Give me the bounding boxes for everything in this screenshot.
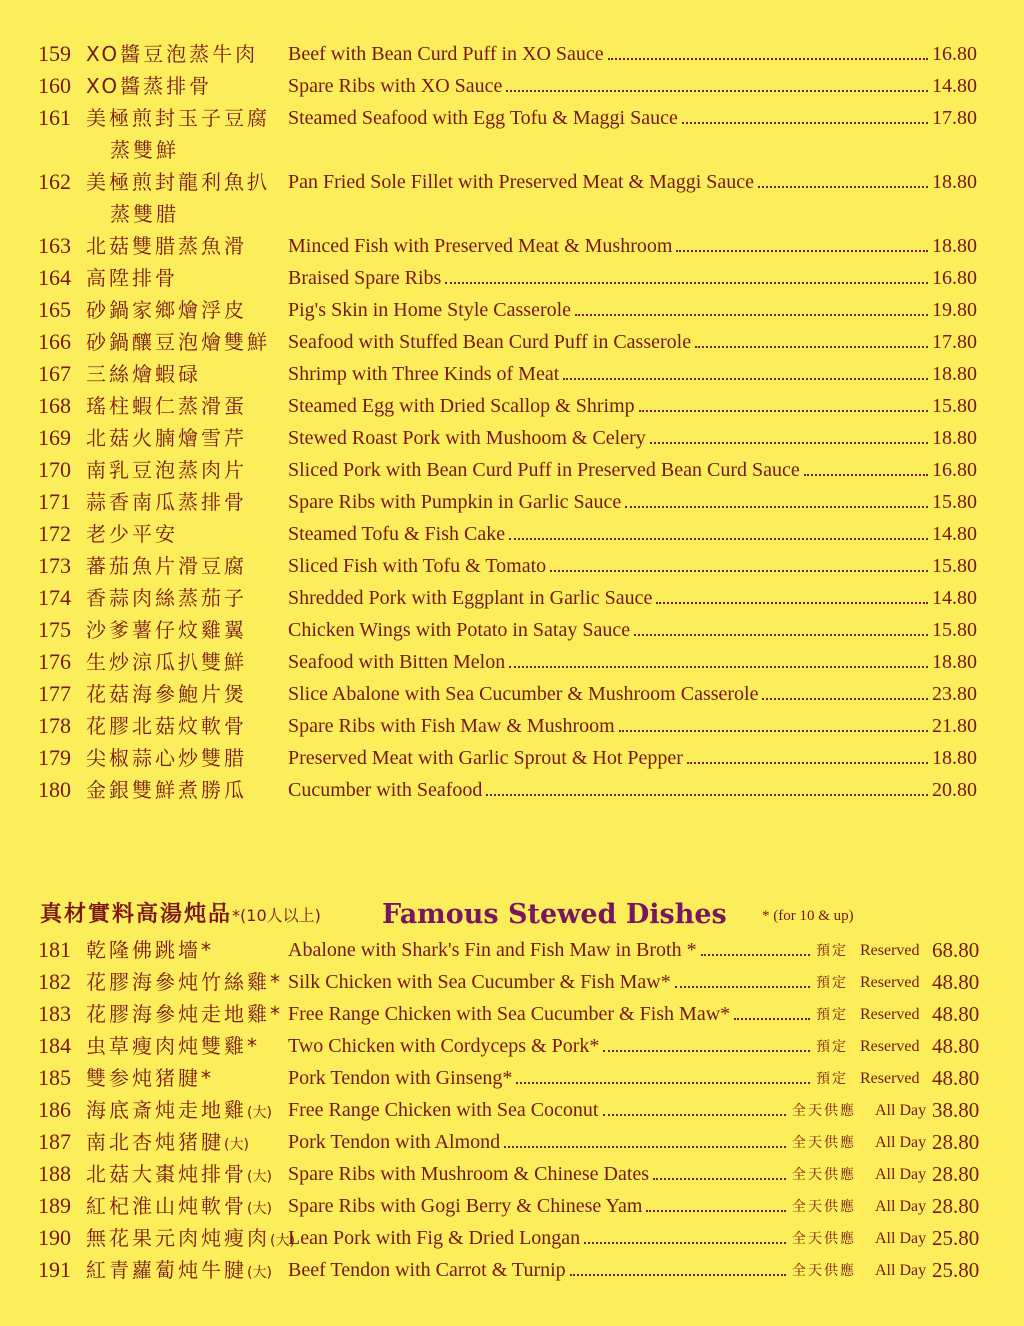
stewed-note-en: * (for 10 & up) bbox=[762, 908, 854, 924]
item-name-cn bbox=[86, 936, 214, 964]
dot-leader bbox=[584, 1224, 786, 1244]
dot-leader bbox=[676, 232, 928, 252]
item-price: 15.80 bbox=[932, 619, 977, 641]
item-price: 48.80 bbox=[932, 1066, 980, 1090]
item-name-cn: 砂鍋釀豆泡燴雙鮮 bbox=[86, 330, 270, 354]
item-name-en: Free Range Chicken with Sea Cucumber & Fish Maw* bbox=[288, 1003, 731, 1025]
item-name-cn bbox=[86, 1224, 295, 1255]
item-price: 14.80 bbox=[932, 523, 977, 545]
item-name-en-leader bbox=[288, 488, 928, 516]
item-price: 16.80 bbox=[932, 43, 977, 65]
item-number: 185 bbox=[38, 1065, 71, 1090]
item-name-en-leader bbox=[288, 1128, 786, 1156]
item-name-en-leader bbox=[288, 776, 928, 804]
item-price: 38.80 bbox=[932, 1098, 980, 1122]
item-number: 176 bbox=[38, 649, 71, 674]
item-name-en: Lean Pork with Fig & Dried Longan bbox=[288, 1227, 581, 1249]
item-price: 15.80 bbox=[932, 555, 977, 577]
item-name-en-leader bbox=[288, 72, 928, 100]
item-price: 28.80 bbox=[932, 1194, 980, 1218]
item-price: 48.80 bbox=[932, 970, 980, 994]
item-name-en: Cucumber with Seafood bbox=[288, 779, 483, 801]
item-name-en-leader bbox=[288, 1256, 786, 1284]
item-number: 163 bbox=[38, 233, 71, 258]
stew-item-row bbox=[0, 1256, 1024, 1288]
availability-en: All Day bbox=[875, 1230, 927, 1247]
item-name-en-leader bbox=[288, 552, 928, 580]
dot-leader bbox=[653, 1160, 786, 1180]
dot-leader bbox=[550, 552, 928, 572]
item-name-en: Pan Fried Sole Fillet with Preserved Meat & Maggi Sauce bbox=[288, 171, 755, 193]
item-price: 48.80 bbox=[932, 1034, 980, 1058]
item-name-en: Seafood with Stuffed Bean Curd Puff in Casserole bbox=[288, 331, 692, 353]
stew-item-row bbox=[0, 1032, 1024, 1064]
item-name-en: Braised Spare Ribs bbox=[288, 267, 442, 289]
item-name-cn-text: 花膠海參炖走地雞* bbox=[86, 1002, 283, 1026]
menu-item-row bbox=[0, 712, 1024, 744]
item-name-en-leader bbox=[288, 296, 928, 324]
item-name-en-leader bbox=[288, 424, 928, 452]
item-name-cn-text: 紅杞淮山炖軟骨 bbox=[86, 1194, 247, 1218]
menu-item-row bbox=[0, 424, 1024, 456]
item-name-en: Free Range Chicken with Sea Coconut bbox=[288, 1099, 599, 1121]
item-number: 162 bbox=[38, 169, 71, 194]
dot-leader bbox=[516, 1064, 810, 1084]
item-price: 28.80 bbox=[932, 1130, 980, 1154]
item-name-en: Spare Ribs with XO Sauce bbox=[288, 75, 503, 97]
stewed-section-title-en: Famous Stewed Dishes bbox=[382, 899, 727, 930]
menu-item-row bbox=[0, 456, 1024, 488]
item-price: 48.80 bbox=[932, 1002, 980, 1026]
availability-en: Reserved bbox=[860, 1006, 920, 1023]
item-name-cn-text: 虫草瘦肉炖雙雞* bbox=[86, 1034, 260, 1058]
item-name-cn-line2: 蒸雙鮮 bbox=[110, 138, 179, 162]
availability-cn: 全天供應 bbox=[792, 1103, 856, 1119]
item-name-cn bbox=[86, 1096, 272, 1127]
stew-item-row bbox=[0, 1000, 1024, 1032]
item-name-cn: 美極煎封玉子豆腐 bbox=[86, 106, 270, 130]
item-size-cn: (大) bbox=[247, 1201, 272, 1217]
stewed-section-header bbox=[40, 896, 1000, 936]
item-price: 19.80 bbox=[932, 299, 977, 321]
item-price: 28.80 bbox=[932, 1162, 980, 1186]
item-name-cn: 砂鍋家鄉燴浮皮 bbox=[86, 298, 247, 322]
item-name-cn bbox=[86, 1256, 272, 1287]
menu-item-row bbox=[0, 264, 1024, 296]
item-number: 183 bbox=[38, 1001, 71, 1026]
item-name-cn: XO醬蒸排骨 bbox=[86, 74, 213, 98]
item-size-cn: (大) bbox=[247, 1265, 272, 1281]
availability-en: All Day bbox=[875, 1198, 927, 1215]
item-name-en: Chicken Wings with Potato in Satay Sauce bbox=[288, 619, 631, 641]
availability-en: All Day bbox=[875, 1166, 927, 1183]
item-name-en-leader bbox=[288, 1160, 786, 1188]
item-name-cn: 高陞排骨 bbox=[86, 266, 178, 290]
item-name-en-leader bbox=[288, 40, 928, 68]
item-name-en: Pork Tendon with Almond bbox=[288, 1131, 501, 1153]
item-size-cn: (大) bbox=[247, 1105, 272, 1121]
item-name-cn-text: 北菇大棗炖排骨 bbox=[86, 1162, 247, 1186]
item-name-cn: 北菇火腩燴雪芹 bbox=[86, 426, 247, 450]
availability-cn: 全天供應 bbox=[792, 1135, 856, 1151]
availability-en: Reserved bbox=[860, 974, 920, 991]
item-price: 16.80 bbox=[932, 459, 977, 481]
item-number: 184 bbox=[38, 1033, 71, 1058]
item-number: 171 bbox=[38, 489, 71, 514]
dot-leader bbox=[682, 104, 928, 124]
dot-leader bbox=[656, 584, 928, 604]
item-number: 164 bbox=[38, 265, 71, 290]
item-name-cn: 香蒜肉絲蒸茄子 bbox=[86, 586, 247, 610]
item-number: 172 bbox=[38, 521, 71, 546]
dot-leader bbox=[650, 424, 928, 444]
item-name-cn-text: 紅青蘿蔔炖牛腱 bbox=[86, 1258, 247, 1282]
dot-leader bbox=[646, 1192, 786, 1212]
dot-leader bbox=[687, 744, 928, 764]
menu-item-row bbox=[0, 616, 1024, 648]
item-number: 165 bbox=[38, 297, 71, 322]
item-name-en: Two Chicken with Cordyceps & Pork* bbox=[288, 1035, 600, 1057]
item-name-en-leader bbox=[288, 1224, 786, 1252]
menu-item-row bbox=[0, 648, 1024, 680]
item-name-en-leader bbox=[288, 1192, 786, 1220]
item-name-en: Spare Ribs with Gogi Berry & Chinese Yam bbox=[288, 1195, 643, 1217]
item-name-en: Minced Fish with Preserved Meat & Mushroom bbox=[288, 235, 673, 257]
item-price: 25.80 bbox=[932, 1226, 980, 1250]
dot-leader bbox=[509, 648, 928, 668]
item-name-en-leader bbox=[288, 712, 928, 740]
item-price: 20.80 bbox=[932, 779, 977, 801]
dot-leader bbox=[486, 776, 928, 796]
menu-item-row bbox=[0, 552, 1024, 584]
item-name-en: Steamed Tofu & Fish Cake bbox=[288, 523, 506, 545]
item-name-en: Pork Tendon with Ginseng* bbox=[288, 1067, 513, 1089]
item-number: 178 bbox=[38, 713, 71, 738]
menu-item-row bbox=[0, 392, 1024, 424]
item-number: 188 bbox=[38, 1161, 71, 1186]
item-name-cn bbox=[86, 968, 283, 996]
item-number: 187 bbox=[38, 1129, 71, 1154]
item-name-en-leader bbox=[288, 744, 928, 772]
menu-item-row bbox=[0, 168, 1024, 226]
item-size-cn: (大) bbox=[247, 1169, 272, 1185]
menu-item-row bbox=[0, 744, 1024, 776]
availability-cn: 全天供應 bbox=[792, 1263, 856, 1279]
item-price: 15.80 bbox=[932, 395, 977, 417]
availability-cn: 全天供應 bbox=[792, 1167, 856, 1183]
stew-item-row bbox=[0, 1064, 1024, 1096]
item-name-en: Abalone with Shark's Fin and Fish Maw in Broth * bbox=[288, 939, 697, 961]
dot-leader bbox=[608, 40, 928, 60]
item-name-en-leader bbox=[288, 104, 928, 132]
item-name-en-leader bbox=[288, 1032, 810, 1060]
item-price: 18.80 bbox=[932, 651, 977, 673]
item-name-cn: 沙爹薯仔炆雞翼 bbox=[86, 618, 247, 642]
dot-leader bbox=[639, 392, 928, 412]
item-number: 159 bbox=[38, 41, 71, 66]
menu-item-row bbox=[0, 520, 1024, 552]
item-name-en-leader bbox=[288, 616, 928, 644]
dot-leader bbox=[625, 488, 928, 508]
item-name-cn bbox=[86, 1160, 272, 1191]
item-name-cn bbox=[86, 1128, 249, 1159]
stew-item-row bbox=[0, 1096, 1024, 1128]
dot-leader bbox=[506, 72, 928, 92]
menu-item-row bbox=[0, 776, 1024, 808]
item-name-en: Sliced Pork with Bean Curd Puff in Preserved Bean Curd Sauce bbox=[288, 459, 800, 481]
dot-leader bbox=[695, 328, 928, 348]
item-name-en: Beef Tendon with Carrot & Turnip bbox=[288, 1259, 566, 1281]
item-name-en: Pig's Skin in Home Style Casserole bbox=[288, 299, 572, 321]
menu-item-row bbox=[0, 296, 1024, 328]
dot-leader bbox=[570, 1256, 786, 1276]
menu-item-row bbox=[0, 488, 1024, 520]
stew-item-row bbox=[0, 936, 1024, 968]
item-size-cn: (大) bbox=[224, 1137, 249, 1153]
item-number: 160 bbox=[38, 73, 71, 98]
menu-item-row bbox=[0, 72, 1024, 104]
item-name-en: Slice Abalone with Sea Cucumber & Mushroom Casserole bbox=[288, 683, 759, 705]
item-price: 21.80 bbox=[932, 715, 977, 737]
dot-leader bbox=[563, 360, 928, 380]
item-name-en: Shrimp with Three Kinds of Meat bbox=[288, 363, 560, 385]
item-price: 17.80 bbox=[932, 107, 977, 129]
item-name-cn: 蕃茄魚片滑豆腐 bbox=[86, 554, 247, 578]
menu-item-row bbox=[0, 328, 1024, 360]
item-price: 18.80 bbox=[932, 235, 977, 257]
item-name-en-leader bbox=[288, 1096, 786, 1124]
item-price: 68.80 bbox=[932, 938, 980, 962]
item-name-cn-line2: 蒸雙腊 bbox=[110, 202, 179, 226]
item-name-en-leader bbox=[288, 360, 928, 388]
item-name-cn bbox=[86, 1032, 260, 1060]
item-name-cn-text: 南北杏炖猪腱 bbox=[86, 1130, 224, 1154]
item-price: 18.80 bbox=[932, 363, 977, 385]
item-name-en-leader bbox=[288, 584, 928, 612]
item-name-en-leader bbox=[288, 456, 928, 484]
item-number: 173 bbox=[38, 553, 71, 578]
item-number: 180 bbox=[38, 777, 71, 802]
item-number: 179 bbox=[38, 745, 71, 770]
item-number: 189 bbox=[38, 1193, 71, 1218]
item-price: 25.80 bbox=[932, 1258, 980, 1282]
item-name-cn: 生炒涼瓜扒雙鮮 bbox=[86, 650, 247, 674]
availability-cn: 全天供應 bbox=[792, 1231, 856, 1247]
item-number: 181 bbox=[38, 937, 71, 962]
dot-leader bbox=[619, 712, 928, 732]
item-name-en: Steamed Egg with Dried Scallop & Shrimp bbox=[288, 395, 635, 417]
menu-item-row bbox=[0, 232, 1024, 264]
item-name-en: Seafood with Bitten Melon bbox=[288, 651, 506, 673]
item-name-en-leader bbox=[288, 968, 810, 996]
item-number: 168 bbox=[38, 393, 71, 418]
dot-leader bbox=[603, 1096, 787, 1116]
item-number: 190 bbox=[38, 1225, 71, 1250]
dot-leader bbox=[804, 456, 928, 476]
item-name-en: Spare Ribs with Pumpkin in Garlic Sauce bbox=[288, 491, 622, 513]
item-name-cn-text: 花膠海參炖竹絲雞* bbox=[86, 970, 283, 994]
item-name-en-leader bbox=[288, 264, 928, 292]
item-name-en: Spare Ribs with Mushroom & Chinese Dates bbox=[288, 1163, 650, 1185]
availability-en: All Day bbox=[875, 1262, 927, 1279]
item-name-en-leader bbox=[288, 936, 810, 964]
item-price: 16.80 bbox=[932, 267, 977, 289]
item-name-en-leader bbox=[288, 1064, 810, 1092]
stewed-note-cn: *(10人以上) bbox=[232, 906, 321, 925]
item-name-en-leader bbox=[288, 520, 928, 548]
item-number: 182 bbox=[38, 969, 71, 994]
item-price: 14.80 bbox=[932, 587, 977, 609]
item-name-cn: 三絲燴蝦碌 bbox=[86, 362, 201, 386]
item-name-en: Sliced Fish with Tofu & Tomato bbox=[288, 555, 547, 577]
stew-item-row bbox=[0, 1224, 1024, 1256]
item-price: 15.80 bbox=[932, 491, 977, 513]
item-name-en: Silk Chicken with Sea Cucumber & Fish Maw* bbox=[288, 971, 671, 993]
item-name-cn: XO醬豆泡蒸牛肉 bbox=[86, 42, 259, 66]
availability-cn: 全天供應 bbox=[792, 1199, 856, 1215]
menu-item-row bbox=[0, 40, 1024, 72]
item-name-cn bbox=[86, 1192, 272, 1223]
dot-leader bbox=[734, 1000, 810, 1020]
item-name-cn: 花膠北菇炆軟骨 bbox=[86, 714, 247, 738]
stew-item-row bbox=[0, 1160, 1024, 1192]
item-number: 167 bbox=[38, 361, 71, 386]
item-name-cn: 老少平安 bbox=[86, 522, 178, 546]
item-number: 166 bbox=[38, 329, 71, 354]
availability-en: Reserved bbox=[860, 1038, 920, 1055]
menu-item-row bbox=[0, 584, 1024, 616]
stew-item-row bbox=[0, 968, 1024, 1000]
availability-cn: 預定 bbox=[816, 1007, 848, 1023]
item-name-cn-text: 乾隆佛跳墻* bbox=[86, 938, 214, 962]
item-name-en-leader bbox=[288, 648, 928, 676]
item-name-en-leader bbox=[288, 680, 928, 708]
item-name-cn-text: 雙参炖猪腱* bbox=[86, 1066, 214, 1090]
stew-item-row bbox=[0, 1128, 1024, 1160]
item-name-en-leader bbox=[288, 328, 928, 356]
dot-leader bbox=[603, 1032, 810, 1052]
item-name-en: Shredded Pork with Eggplant in Garlic Sauce bbox=[288, 587, 653, 609]
stewed-section-title-cn bbox=[40, 900, 321, 931]
availability-en: Reserved bbox=[860, 1070, 920, 1087]
item-name-cn-text: 無花果元肉炖瘦肉 bbox=[86, 1226, 270, 1250]
item-price: 18.80 bbox=[932, 171, 977, 193]
item-name-en-leader bbox=[288, 392, 928, 420]
item-name-en: Beef with Bean Curd Puff in XO Sauce bbox=[288, 43, 604, 65]
item-name-cn bbox=[86, 1064, 214, 1092]
item-number: 169 bbox=[38, 425, 71, 450]
dot-leader bbox=[575, 296, 928, 316]
item-number: 170 bbox=[38, 457, 71, 482]
item-price: 17.80 bbox=[932, 331, 977, 353]
item-number: 191 bbox=[38, 1257, 71, 1282]
item-price: 18.80 bbox=[932, 747, 977, 769]
dot-leader bbox=[762, 680, 928, 700]
item-number: 174 bbox=[38, 585, 71, 610]
item-price: 23.80 bbox=[932, 683, 977, 705]
item-number: 186 bbox=[38, 1097, 71, 1122]
item-name-en: Steamed Seafood with Egg Tofu & Maggi Sauce bbox=[288, 107, 678, 129]
item-name-en: Preserved Meat with Garlic Sprout & Hot Pepper bbox=[288, 747, 683, 769]
availability-cn: 預定 bbox=[816, 943, 848, 959]
item-name-cn-text: 海底斎炖走地雞 bbox=[86, 1098, 247, 1122]
menu-item-row bbox=[0, 360, 1024, 392]
dot-leader bbox=[504, 1128, 786, 1148]
item-number: 177 bbox=[38, 681, 71, 706]
item-size-cn: (大) bbox=[270, 1233, 295, 1249]
item-price: 18.80 bbox=[932, 427, 977, 449]
item-price: 14.80 bbox=[932, 75, 977, 97]
dot-leader bbox=[445, 264, 928, 284]
menu-item-row bbox=[0, 680, 1024, 712]
item-name-cn bbox=[86, 1000, 283, 1028]
item-name-cn: 南乳豆泡蒸肉片 bbox=[86, 458, 247, 482]
dot-leader bbox=[758, 168, 928, 188]
dot-leader bbox=[634, 616, 928, 636]
item-name-en-leader bbox=[288, 168, 928, 196]
availability-en: All Day bbox=[875, 1102, 927, 1119]
availability-cn: 預定 bbox=[816, 975, 848, 991]
item-name-en-leader bbox=[288, 232, 928, 260]
item-number: 175 bbox=[38, 617, 71, 642]
item-name-en: Spare Ribs with Fish Maw & Mushroom bbox=[288, 715, 615, 737]
item-name-en: Stewed Roast Pork with Mushoom & Celery bbox=[288, 427, 646, 449]
dot-leader bbox=[509, 520, 928, 540]
availability-cn: 預定 bbox=[816, 1039, 848, 1055]
availability-cn: 預定 bbox=[816, 1071, 848, 1087]
stew-item-row bbox=[0, 1192, 1024, 1224]
item-name-cn: 尖椒蒜心炒雙腊 bbox=[86, 746, 247, 770]
dot-leader bbox=[701, 936, 810, 956]
item-name-cn: 瑤柱蝦仁蒸滑蛋 bbox=[86, 394, 247, 418]
dot-leader bbox=[675, 968, 810, 988]
item-name-cn: 美極煎封龍利魚扒 bbox=[86, 170, 270, 194]
item-name-cn: 花菇海參鮑片煲 bbox=[86, 682, 247, 706]
item-name-cn: 金銀雙鮮煮勝瓜 bbox=[86, 778, 247, 802]
item-name-en-leader bbox=[288, 1000, 810, 1028]
stewed-title-cn-text: 真材實料高湯炖品 bbox=[40, 902, 233, 927]
item-name-cn: 北菇雙腊蒸魚滑 bbox=[86, 234, 247, 258]
availability-en: Reserved bbox=[860, 942, 920, 959]
item-name-cn: 蒜香南瓜蒸排骨 bbox=[86, 490, 247, 514]
availability-en: All Day bbox=[875, 1134, 927, 1151]
menu-item-row bbox=[0, 104, 1024, 162]
item-number: 161 bbox=[38, 105, 71, 130]
